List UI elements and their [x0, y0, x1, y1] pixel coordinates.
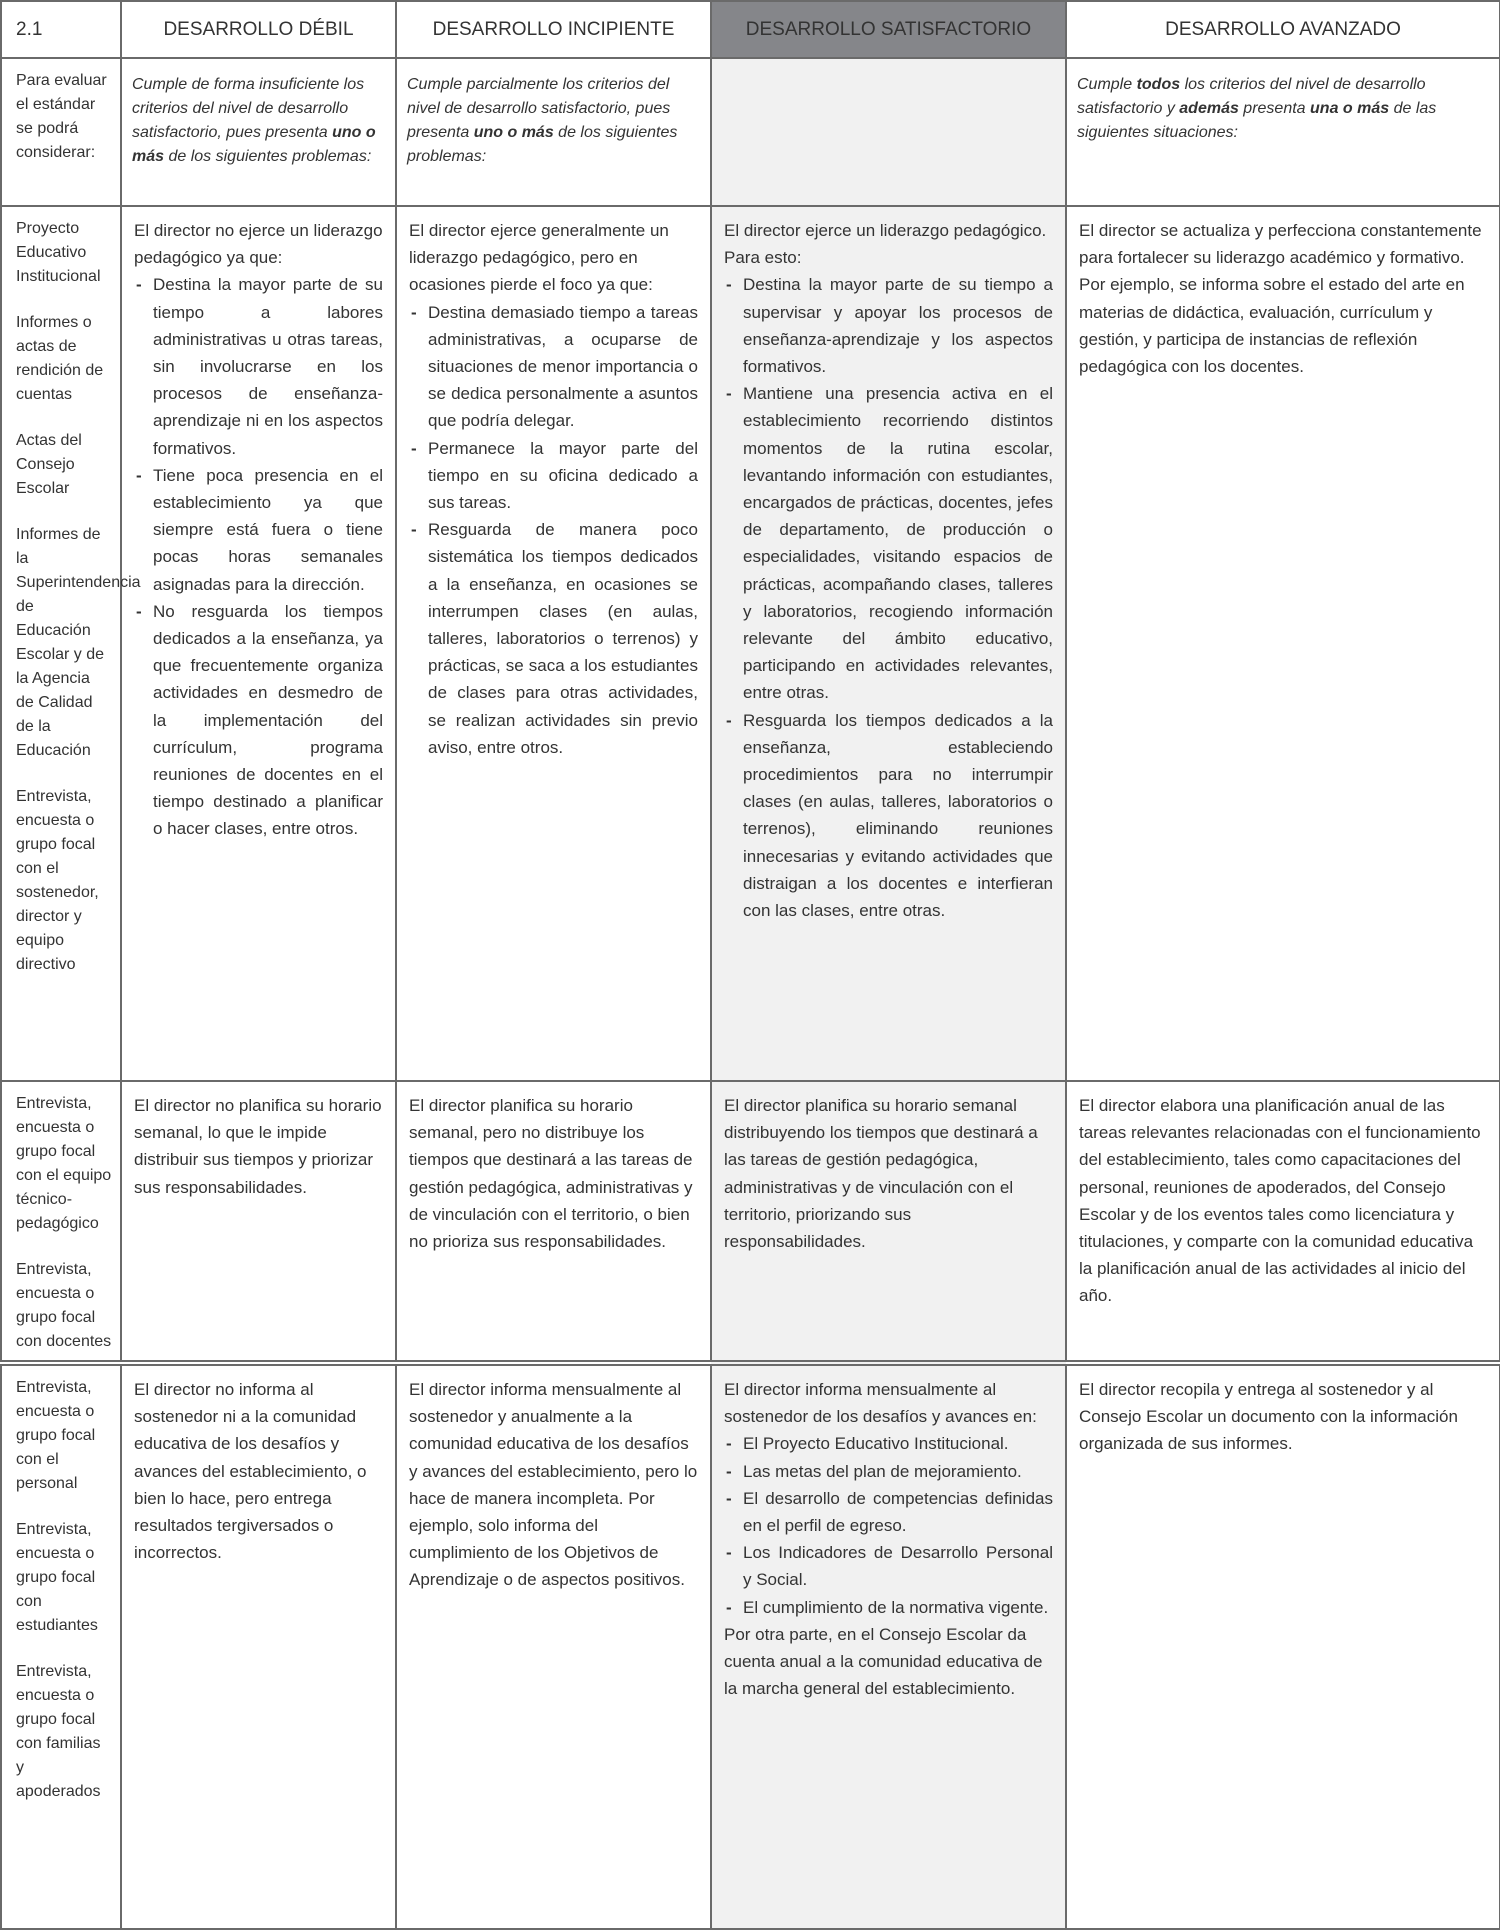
source-item: Entrevista, encuesta o grupo focal con el personal: [16, 1379, 96, 1492]
source-item: Proyecto Educativo Institucional: [16, 220, 101, 285]
criteria-incipiente: Cumple parcialmente los criterios del nivel de desarrollo satisfactorio, pues presenta uno o más de los siguientes problemas:: [396, 58, 711, 206]
source-item: Entrevista, encuesta o grupo focal con estudiantes: [16, 1521, 98, 1634]
debil-cell: El director no planifica su horario semanal, lo que le impide distribuir sus tiempos y priorizar sus responsabilidades.: [121, 1081, 396, 1363]
source-item: Entrevista, encuesta o grupo focal con docentes: [16, 1261, 112, 1350]
header-row: [1, 1, 1500, 58]
bullet-item: - Los Indicadores de Desarrollo Personal y Social.: [743, 1539, 1053, 1593]
source-item: Informes o actas de rendición de cuentas: [16, 314, 104, 403]
avanzado-cell: El director se actualiza y perfecciona constantemente para fortalecer su liderazgo académico y formativo. Por ejemplo, se informa sobre el estado del arte en materias de didáctica, evaluación, currículum y gestión, y participa de instancias de reflexión pedagógica con los docentes.: [1066, 206, 1500, 1081]
bullet-item: - Destina la mayor parte de su tiempo a supervisar y apoyar los procesos de enseñanza-aprendizaje y los aspectos formativos.: [743, 271, 1053, 380]
level-satisfactorio: DESARROLLO SATISFACTORIO: [711, 1, 1066, 58]
criteria-debil: Cumple de forma insuficiente los criterios del nivel de desarrollo satisfactorio, pues presenta uno o más de los siguientes problemas:: [121, 58, 396, 206]
bullet-item: - Permanece la mayor parte del tiempo en su oficina dedicado a sus tareas.: [428, 435, 698, 517]
descriptor-row-1: [1, 206, 1500, 1081]
bullet-item: - Mantiene una presencia activa en el establecimiento recorriendo distintos momentos de la rutina escolar, levantando información con estudiantes, encargados de prácticas, docentes, jefes de departamento, de producción o especialidades, visitando espacios de prácticas, acompañando clases, talleres y laboratorios, recogiendo información relevante del ámbito educativo, participando en actividades relevantes, entre otras.: [743, 380, 1053, 706]
criteria-intro: Para evaluar el estándar se podrá considerar:: [1, 58, 121, 206]
avanzado-cell: El director elabora una planificación anual de las tareas relevantes relacionadas con el funcionamiento del establecimiento, tales como capacitaciones del personal, reuniones de apoderados, del Consejo Escolar y de los eventos tales como licenciatura y titulaciones, y comparte con la comunidad educativa la planificación anual de las actividades al inicio del año.: [1066, 1081, 1500, 1363]
level-debil: DESARROLLO DÉBIL: [121, 1, 396, 58]
bullet-item: - No resguarda los tiempos dedicados a la enseñanza, ya que frecuentemente organiza actividades en desmedro de la implementación del currículum, programa reuniones de docentes en el tiempo destinado a planificar o hacer clases, entre otros.: [153, 598, 383, 843]
source-item: Entrevista, encuesta o grupo focal con familias y apoderados: [16, 1663, 101, 1800]
bullet-item: - Destina demasiado tiempo a tareas administrativas, a ocuparse de situaciones de menor importancia o se dedica personalmente a asuntos que podría delegar.: [428, 299, 698, 435]
bullet-item: - El cumplimiento de la normativa vigente.: [743, 1594, 1053, 1621]
criteria-avanzado: Cumple todos los criterios del nivel de desarrollo satisfactorio y además presenta una o más de las siguientes situaciones:: [1066, 58, 1500, 206]
source-item: Entrevista, encuesta o grupo focal con el sostenedor, director y equipo directivo: [16, 788, 99, 973]
sources-cell: [1, 206, 141, 1081]
criteria-satisfactorio: [711, 58, 1066, 206]
standard-code: 2.1: [1, 1, 121, 58]
source-item: Informes de la Superintendencia de Educación Escolar y de la Agencia de Calidad de la Educación: [16, 526, 141, 759]
bullet-item: - Destina la mayor parte de su tiempo a labores administrativas u otras tareas, sin involucrarse en los procesos de enseñanza-aprendizaje ni en los aspectos formativos.: [153, 271, 383, 461]
criteria-row: [1, 58, 1500, 206]
sources-cell: [1, 1081, 121, 1363]
avanzado-cell: El director recopila y entrega al sostenedor y al Consejo Escolar un documento con la información organizada de sus informes.: [1066, 1363, 1500, 1929]
bullet-item: - El desarrollo de competencias definidas en el perfil de egreso.: [743, 1485, 1053, 1539]
incipiente-cell: El director ejerce generalmente un liderazgo pedagógico, pero en ocasiones pierde el foco ya que: - Destina demasiado tiempo a tareas administrativas, a ocuparse de situaciones de menor importancia o se dedica personalmente a asuntos que podría delegar. - Permanece la mayor parte del tiempo en su oficina dedicado a sus tareas. - Resguarda de manera poco sistemática los tiempos dedicados a la enseñanza, en ocasiones se interrumpen clases (en aulas, talleres, laboratorios o terrenos) y prácticas, se saca a los estudiantes de clases para otras actividades, se realizan actividades sin previo aviso, entre otros.: [396, 206, 711, 1081]
level-incipiente: DESARROLLO INCIPIENTE: [396, 1, 711, 58]
source-item: Entrevista, encuesta o grupo focal con el equipo técnico-pedagógico: [16, 1095, 112, 1232]
bullet-item: - Resguarda de manera poco sistemática los tiempos dedicados a la enseñanza, en ocasiones se interrumpen clases (en aulas, talleres, laboratorios o terrenos) y prácticas, se saca a los estudiantes de clases para otras actividades, se realizan actividades sin previo aviso, entre otros.: [428, 516, 698, 761]
satisfactorio-cell: El director planifica su horario semanal distribuyendo los tiempos que destinará a las tareas de gestión pedagógica, administrativas y de vinculación con el territorio, priorizando sus responsabilidades.: [711, 1081, 1066, 1363]
descriptor-row-3: [1, 1363, 1500, 1929]
descriptor-row-2: [1, 1081, 1500, 1363]
satisfactorio-cell: El director informa mensualmente al sostenedor de los desafíos y avances en: - El Proyecto Educativo Institucional. - Las metas del plan de mejoramiento. - El desarrollo de competencias definidas en el perfil de egreso. - Los Indicadores de Desarrollo Personal y Social. - El cumplimiento de la normativa vigente. Por otra parte, en el Consejo Escolar da cuenta anual a la comunidad educativa de la marcha general del establecimiento.: [711, 1363, 1066, 1929]
incipiente-cell: El director informa mensualmente al sostenedor y anualmente a la comunidad educativa de los desafíos y avances del establecimiento, pero lo hace de manera incompleta. Por ejemplo, solo informa del cumplimiento de los Objetivos de Aprendizaje o de aspectos positivos.: [396, 1363, 711, 1929]
sources-cell: [1, 1363, 121, 1929]
satisfactorio-cell: El director ejerce un liderazgo pedagógico. Para esto: - Destina la mayor parte de su tiempo a supervisar y apoyar los procesos de enseñanza-aprendizaje y los aspectos formativos. - Mantiene una presencia activa en el establecimiento recorriendo distintos momentos de la rutina escolar, levantando información con estudiantes, encargados de prácticas, docentes, jefes de departamento, de producción o especialidades, visitando espacios de prácticas, acompañando clases, talleres y laboratorios, recogiendo información relevante del ámbito educativo, participando en actividades relevantes, entre otras. - Resguarda los tiempos dedicados a la enseñanza, estableciendo procedimientos para no interrumpir clases (en aulas, talleres, laboratorios o terrenos), eliminando reuniones innecesarias y evitando actividades que distraigan a los docentes e interfieran con las clases, entre otras.: [711, 206, 1066, 1081]
bullet-item: - Resguarda los tiempos dedicados a la enseñanza, estableciendo procedimientos para no interrumpir clases (en aulas, talleres, laboratorios o terrenos), eliminando reuniones innecesarias y evitando actividades que distraigan a los docentes e interfieran con las clases, entre otras.: [743, 707, 1053, 925]
debil-cell: El director no ejerce un liderazgo pedagógico ya que: - Destina la mayor parte de su tiempo a labores administrativas u otras tareas, sin involucrarse en los procesos de enseñanza-aprendizaje ni en los aspectos formativos. - Tiene poca presencia en el establecimiento ya que siempre está fuera o tiene pocas horas semanales asignadas para la dirección. - No resguarda los tiempos dedicados a la enseñanza, ya que frecuentemente organiza actividades en desmedro de la implementación del currículum, programa reuniones de docentes en el tiempo destinado a planificar o hacer clases, entre otros.: [121, 206, 396, 1081]
bullet-item: - Tiene poca presencia en el establecimiento ya que siempre está fuera o tiene pocas horas semanales asignadas para la dirección.: [153, 462, 383, 598]
source-item: Actas del Consejo Escolar: [16, 432, 82, 497]
debil-cell: El director no informa al sostenedor ni a la comunidad educativa de los desafíos y avances del establecimiento, o bien lo hace, pero entrega resultados tergiversados o incorrectos.: [121, 1363, 396, 1929]
level-avanzado: DESARROLLO AVANZADO: [1066, 1, 1500, 58]
incipiente-cell: El director planifica su horario semanal, pero no distribuye los tiempos que destinará a las tareas de gestión pedagógica, administrativas y de vinculación con el territorio, o bien no prioriza sus responsabilidades.: [396, 1081, 711, 1363]
bullet-item: - El Proyecto Educativo Institucional.: [743, 1430, 1053, 1457]
bullet-item: - Las metas del plan de mejoramiento.: [743, 1458, 1053, 1485]
